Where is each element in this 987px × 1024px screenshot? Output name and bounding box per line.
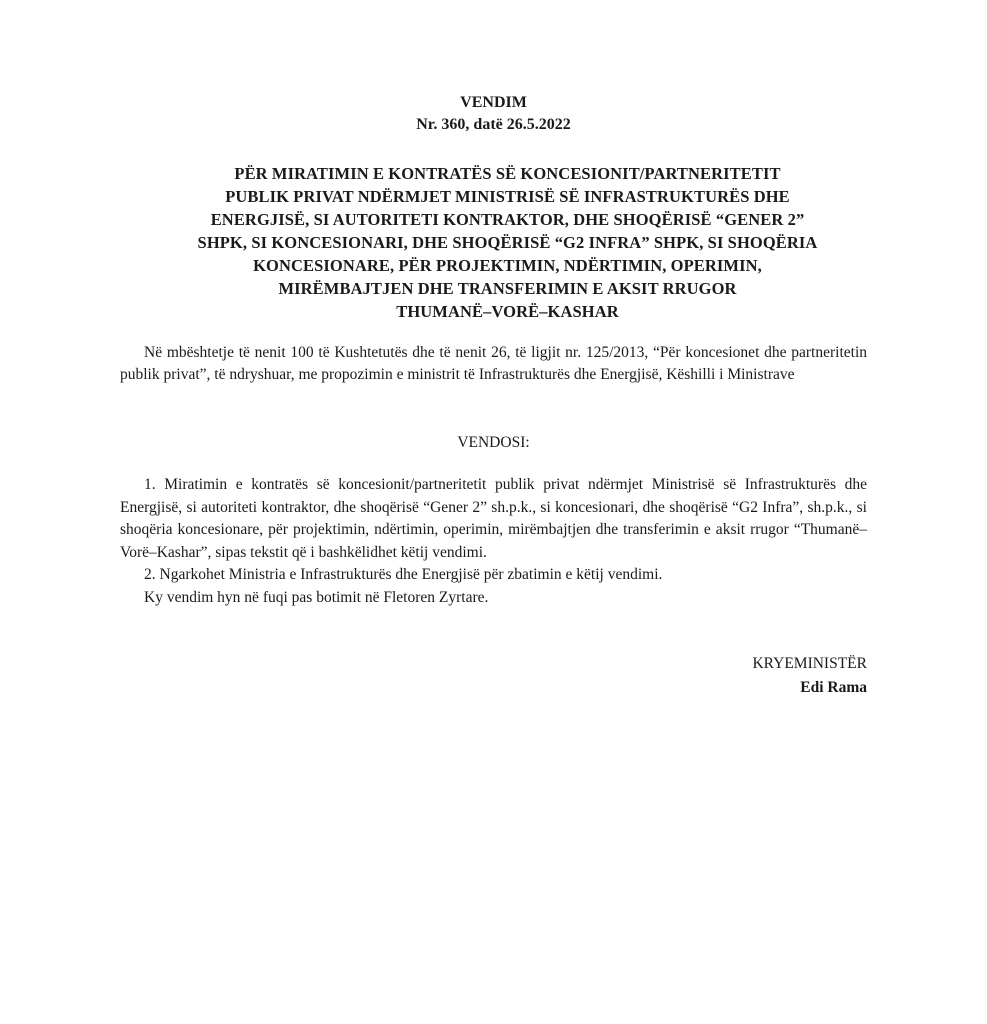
title-line: KONCESIONARE, PËR PROJEKTIMIN, NDËRTIMIN, OPERIMIN, <box>253 256 762 275</box>
decision-item: 2. Ngarkohet Ministria e Infrastrukturës dhe Energjisë për zbatimin e këtij vendimi. <box>144 566 663 583</box>
title-line: PËR MIRATIMIN E KONTRATËS SË KONCESIONIT/PARTNERITETIT <box>234 164 781 183</box>
decision-item: 1. Miratimin e kontratës së koncesionit/partneritetit publik privat ndërmjet Ministrisë së Infrastrukturës dhe Energjisë, si autoriteti kontraktor, dhe shoqërisë “Gener 2” sh.p.k., si koncesionari, dhe shoqërisë “G2 Infra”, sh.p.k., si shoqëria koncesionare, për projektimin, ndërtimin, operimin, mirëmbajtjen dhe transferimin e aksit rrugor “Thumanë–Vorë–Kashar”, sipas tekstit që i bashkëlidhet këtij vendimi. <box>120 476 867 561</box>
decision-items <box>120 474 867 609</box>
title-line: SHPK, SI KONCESIONARI, DHE SHOQËRISË “G2 INFRA” SHPK, SI SHOQËRIA <box>197 233 818 252</box>
decision-title <box>140 162 875 323</box>
title-line: MIRËMBAJTJEN DHE TRANSFERIMIN E AKSIT RRUGOR <box>278 279 737 298</box>
signatory-name: Edi Rama <box>800 679 867 696</box>
signature-block <box>752 652 867 700</box>
decision-item: Ky vendim hyn në fuqi pas botimit në Fletoren Zyrtare. <box>144 588 489 606</box>
decision-number-date: Nr. 360, datë 26.5.2022 <box>416 116 571 133</box>
title-line: ENERGJISË, SI AUTORITETI KONTRAKTOR, DHE SHOQËRISË “GENER 2” <box>210 210 805 229</box>
preamble-paragraph: Në mbështetje të nenit 100 të Kushtetutës dhe të nenit 26, të ligjit nr. 125/2013, “Për koncesionet dhe partneritetin publik privat”, të ndryshuar, me propozimin e ministrit të Infrastrukturës dhe Energjisë, Këshilli i Ministrave <box>120 344 867 383</box>
title-line: PUBLIK PRIVAT NDËRMJET MINISTRISË SË INFRASTRUKTURËS DHE <box>225 187 790 206</box>
decision-header <box>0 92 987 136</box>
vendosi-heading: VENDOSI: <box>457 434 530 451</box>
signatory-role: KRYEMINISTËR <box>752 655 867 672</box>
title-line: THUMANË–VORË–KASHAR <box>396 302 619 321</box>
decision-heading: VENDIM <box>460 94 527 111</box>
